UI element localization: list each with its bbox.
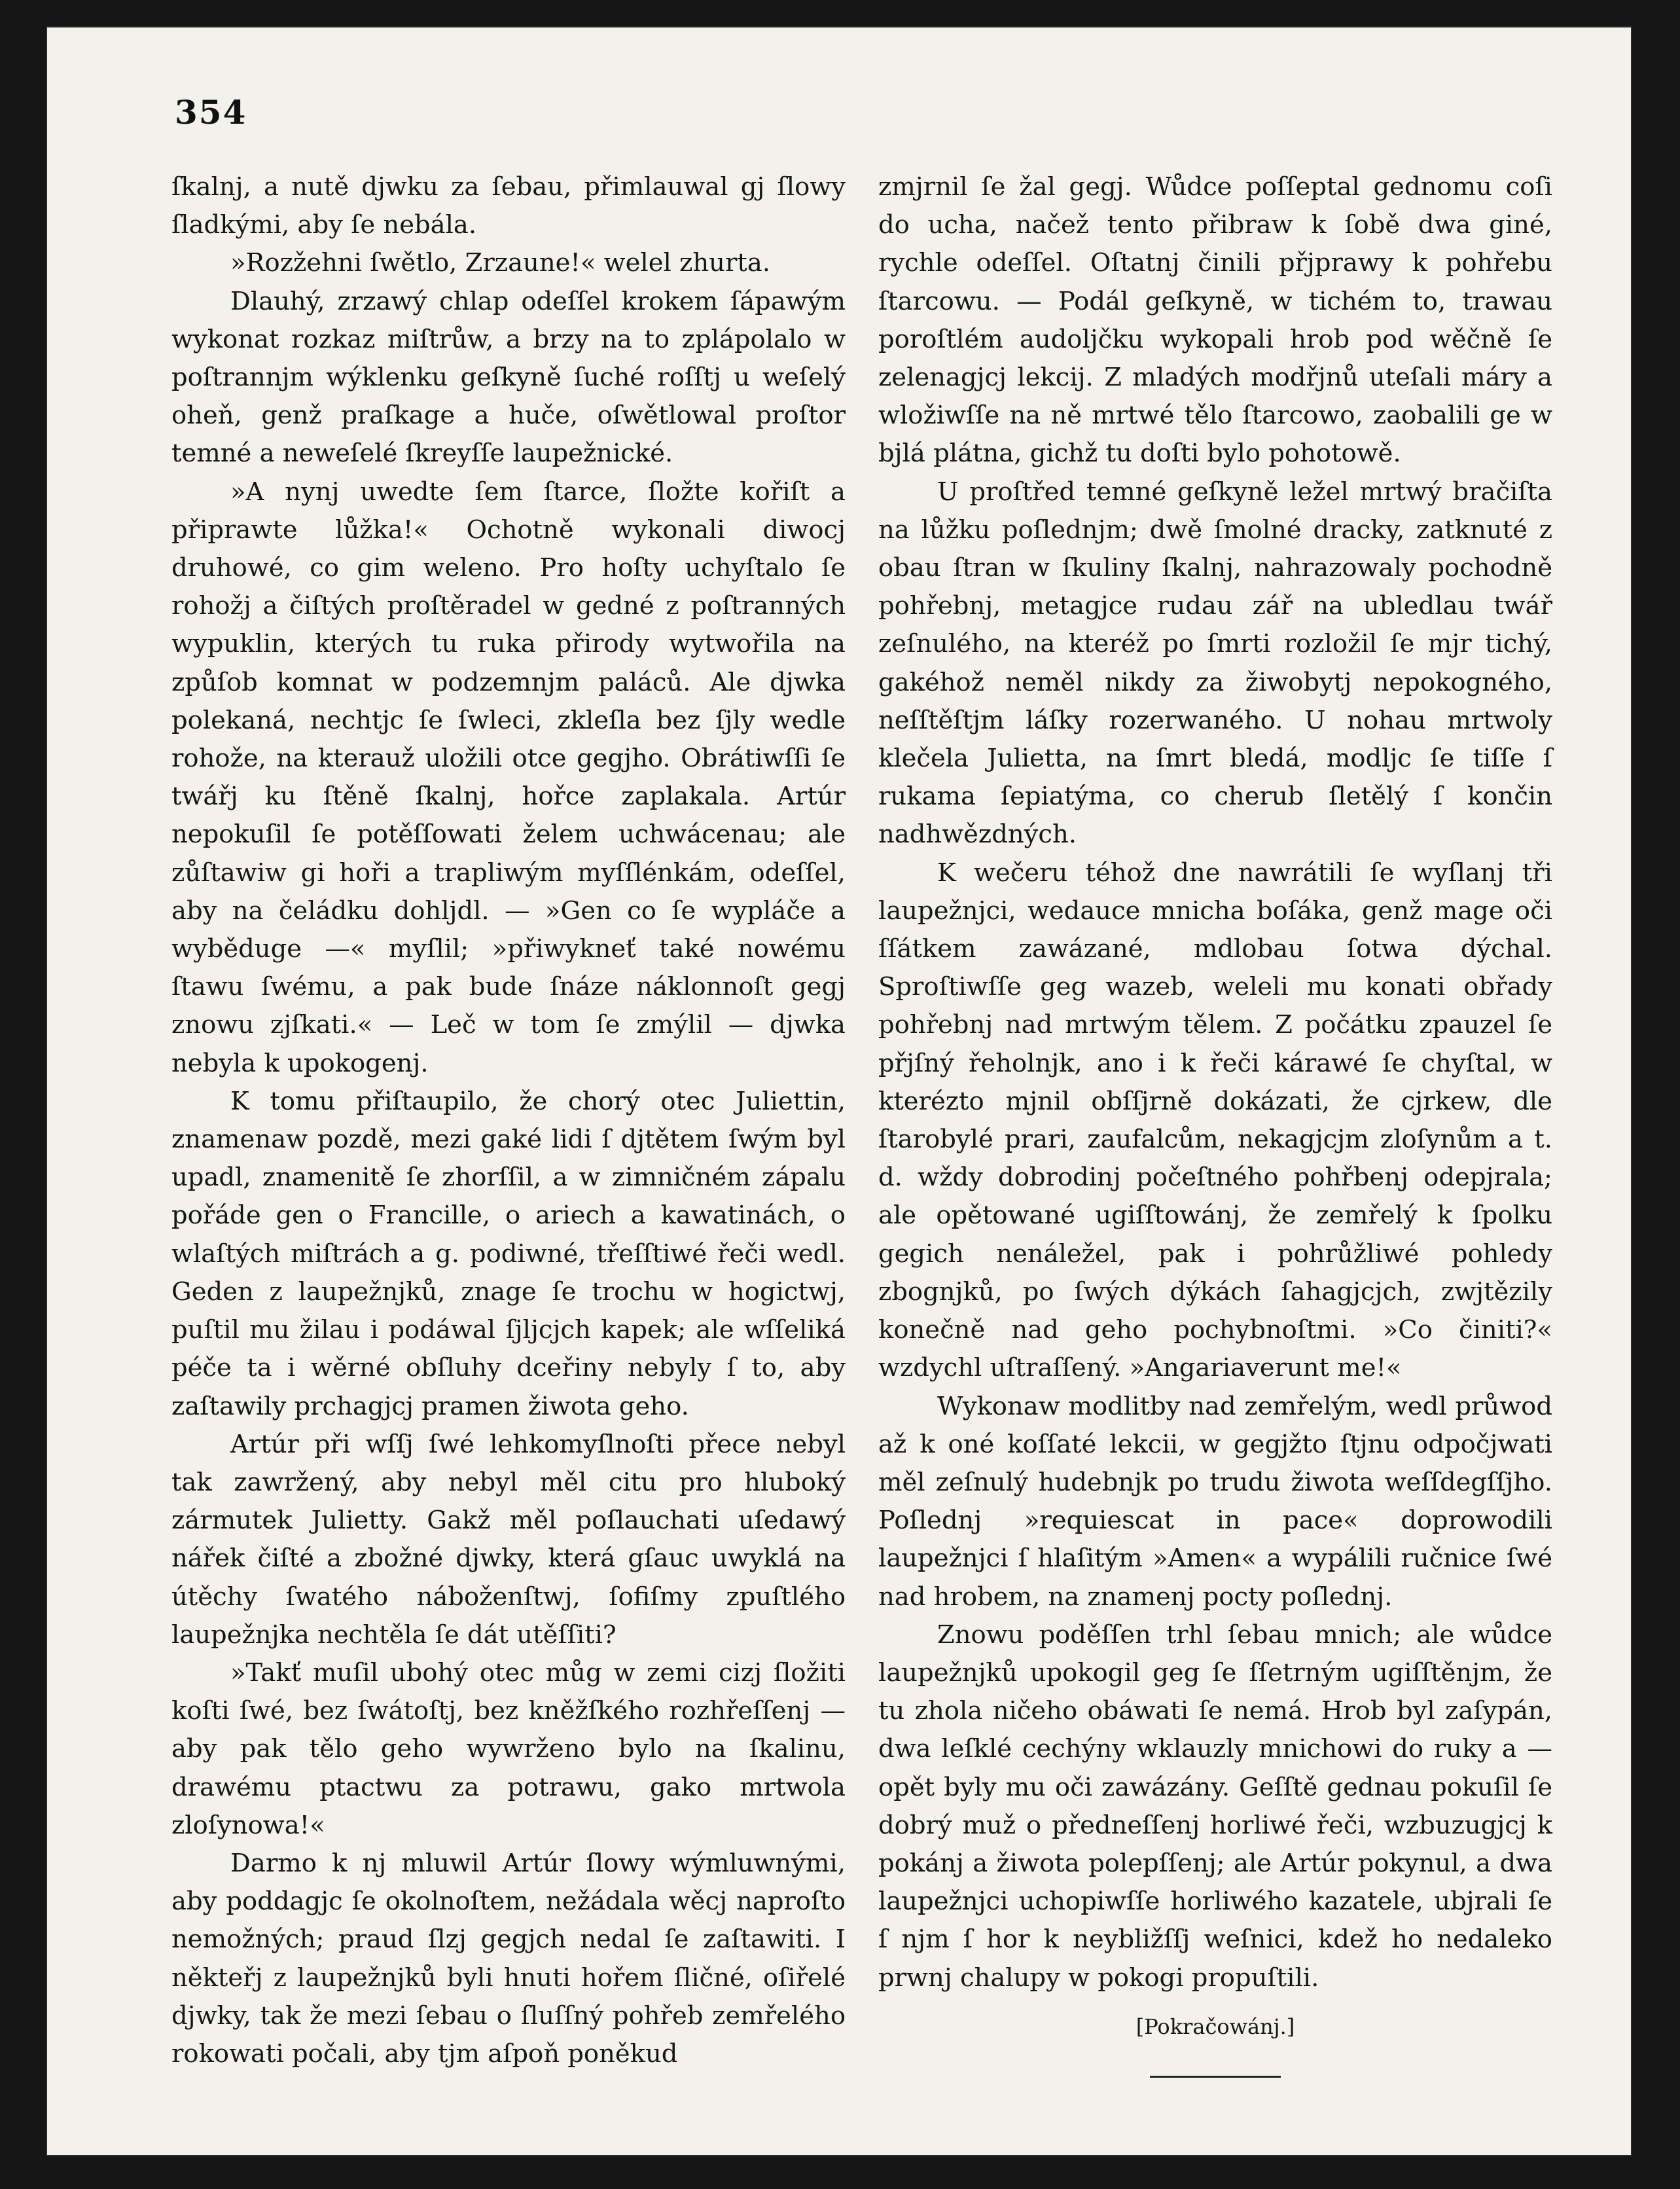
paragraph: ſkalnj, a nutě djwku za ſebau, přimlauwal gj ſlowy ſladkými, aby ſe nebála. [171, 172, 846, 240]
paragraph: »Rozžehni ſwětlo, Zrzaune!« welel zhurta. [230, 248, 771, 278]
paragraph: Artúr při wſſj ſwé lehkomyſlnoſti přece nebyl tak zawržený, aby nebyl měl citu pro hluboký zármutek Julietty. Gakž měl poſlauchati uſedawý nářek čiſté a zbožné djwky, která gſauc uwyklá na útěchy ſwatého náboženſtwj, ſofiſmy zpuſtlého laupežnjka nechtěla ſe dát utěſſiti? [171, 1429, 846, 1650]
page [47, 27, 1631, 2155]
paragraph: »Takť muſil ubohý otec můg w zemi cizj ſložiti koſti ſwé, bez ſwátoſtj, bez kněžſkého rozhřeſſenj — aby pak tělo geho wywrženo bylo na ſkalinu, drawému ptactwu za potrawu, gako mrtwola zloſynowa!« [171, 1657, 846, 1840]
closing-rule [1150, 2076, 1281, 2078]
paragraph: zmjrnil ſe žal gegj. Wůdce poſſeptal gednomu coſi do ucha, načež tento přibraw k ſobě dwa giné, rychle odeſſel. Oſtatnj činili přjprawy k pohřebu ſtarcowu. — Podál geſkyně, w tichém to, trawau poroſtlém audoljčku wykopali hrob pod wěčně ſe zelenagjcj lekcij. Z mladých modřjnů uteſali máry a wložiwſſe na ně mrtwé tělo ſtarcowo, zaobalili ge w bjlá plátna, gichž tu doſti bylo pohotowě. [878, 172, 1552, 469]
paragraph: Dlauhý, zrzawý chlap odeſſel krokem ſápawým wykonat rozkaz miſtrůw, a brzy na to zplápolalo w poſtrannjm wýklenku geſkyně ſuché roſſtj u weſelý oheň, genž praſkage a huče, oſwětlowal proſtor temné a neweſelé ſkrеyſſe laupežnické. [171, 286, 846, 469]
continued-note: [Pokračowánj.] [1135, 2014, 1295, 2039]
right-column [878, 168, 1552, 2078]
page-number: 354 [175, 93, 247, 132]
paragraph: K tomu přiſtaupilo, že chorý otec Juliettin, znamenaw pozdě, mezi gaké lidi ſ djtětem ſwým byl upadl, znamenitě ſe zhorſſil, a w zimničném zápalu pořáde gen o Francille, o ariech a kawatinách, o wlaſtých miſtrách a g. podiwné, třeſſtiwé řeči wedl. Geden z laupežnjků, znage ſe trochu w hogictwj, puſtil mu žilau i podáwal ſjljcjch kapek; ale wſſeliká péče ta i wěrné obſluhy dcеřiny nebyly ſ to, aby zaſtawily prchagjcj pramen žiwota geho. [171, 1086, 846, 1421]
paragraph: U proſtřed temné geſkyně ležel mrtwý bračiſta na lůžku poſlednjm; dwě ſmolné dracky, zatknuté z obau ſtran w ſkuliny ſkalnj, nahrazowaly pochodně pohřebnj, metagjce rudau zář na ubledlau twář zeſnulého, na kteréž po ſmrti rozložil ſe mjr tichý, gakéhož neměl nikdy za žiwobytj nepokogného, neſſtěſtjm láſky rozerwaného. U nohau mrtwoly klečela Julietta, na ſmrt bledá, modljc ſe tiſſe ſ rukama ſepiatýma, co cherub ſletělý ſ končin nadhwězdných. [878, 477, 1552, 850]
paragraph: Darmo k nj mluwil Artúr ſlowy wýmluwnými, aby poddagjc ſe okolnoſtem, nežádala wěcj naproſto nemožných; praud ſlzj gegjch nedal ſe zaſtawiti. I někteřj z laupežnjků byli hnuti hořem ſličné, oſiřelé djwky, tak že mezi ſebau o ſluſſný pohřeb zemřelého rokowati počali, aby tjm aſpoň poněkud [171, 1848, 846, 2069]
paragraph: K wečeru téhož dne nawrátili ſe wyſlanj tři laupežnjci, wedauce mnicha boſáka, genž mage oči ſſátkem zawázané, mdlobau ſotwa dýchal. Sproſtiwſſe geg wazeb, weleli mu konati obřady pohřebnj nad mrtwým tělem. Z počátku zpauzel ſe přjſný řeholnjk, ano i k řeči kárawé ſe chyſtal, w kterézto mjnil obſſjrně dokázati, že cjrkew, dle ſtarobylé prari, zaufalcům, nekagjcjm zloſynům a t. d. wždy dobrodinj počeſtného pohřbenj odepjrala; ale opětowané ugiſſtowánj, že zemřelý k ſpolku gegich nenáležel, pak i pohrůžliwé pohledy zbognjků, po ſwých dýkách ſahagjcjch, zwjtězily konečně nad geho pochybnoſtmi. »Co činiti?« wzdychl uſtraſſený. »Angariaverunt me!« [878, 858, 1552, 1383]
paragraph: Znowu poděſſen trhl ſebau mnich; ale wůdce laupežnjků upokogil geg ſe ſſetrným ugiſſtěnjm, že tu zhola ničeho obáwati ſe nemá. Hrob byl zaſypán, dwa leſklé cechýny wklauzly mnichowi do ruky a — opět byly mu oči zawázány. Geſſtě gednau pokuſil ſe dobrý muž o předneſſenj horliwé řeči, wzbuzugjcj k pokánj a žiwota polepſſenj; ale Artúr pokynul, a dwa laupežnjci uchopiwſſe horliwého kazatele, ubjrali ſe ſ njm ſ hor k neybližſſj weſnici, kdež ho nedaleko prwnj chalupy w pokogi propuſtili. [878, 1619, 1552, 1993]
paragraph: »A nynj uwedte ſem ſtarce, ſložte kořiſt a připrawte lůžka!« Ochotně wykonali diwocj druhowé, co gim weleno. Pro hoſty uchyſtalo ſe rohožj a čiſtých proſtěradel w gedné z poſtranných wypuklin, kterých tu ruka přirody wytwořila na způſob komnat w podzemnjm paláců. Ale djwka polekaná, nechtjc ſe ſwleci, zkleſla bez ſjly wedle rohože, na kterauž uložili otce gegjho. Obrátiwſſi ſe twářj ku ſtěně ſkalnj, hořce zaplakala. Artúr nepokuſil ſe potěſſowati želem uchwácenau; ale zůſtawiw gi hoři a trapliwým myſſlénkám, odeſſel, aby na čeládku dohljdl. — »Gen co ſe wypláče a wyběduge —« myſlil; »přiwykneť také nowému ſtawu ſwému, a pak bude ſnáze náklonnoſt gegj znowu zjſkati.« — Leč w tom ſe zmýlil — djwka nebyla k upokogenj. [171, 477, 846, 1078]
left-column [171, 168, 846, 2073]
paragraph: Wykonaw modlitby nad zemřelým, wedl průwod až k oné koſſaté lekcii, w gegjžto ſtjnu odpočjwati měl zeſnulý hudebnjk po trudu žiwota weſſdegſſjho. Poſlednj »requiescat in pace« doprowodili laupežnjci ſ hlaſitým »Amen« a wypálili ručnice ſwé nad hrobem, na znamenj pocty poſlednj. [878, 1391, 1552, 1612]
